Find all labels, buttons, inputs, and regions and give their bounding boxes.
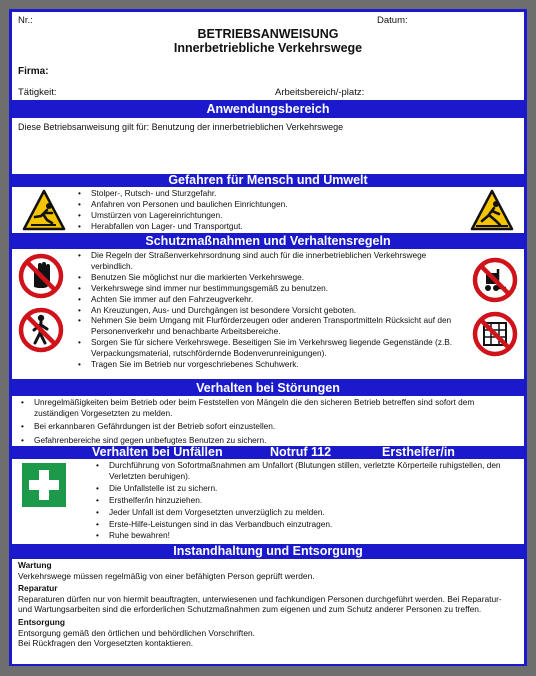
unfaelle-list: [109, 460, 519, 541]
unfaelle-heading: Verhalten bei Unfällen: [92, 445, 223, 459]
no-pedestrians-icon: [18, 307, 64, 353]
schutz-section: [12, 249, 524, 379]
anwendungsbereich-heading: Anwendungsbereich: [206, 102, 330, 116]
notruf-label: Notruf 112: [270, 445, 332, 459]
list-item: • Anfahren von Personen und baulichen Einrichtungen.: [91, 199, 421, 210]
list-item: • Ersthelfer/in hinzuziehen.: [109, 495, 519, 506]
list-item: • Jeder Unfall ist dem Vorgesetzten unverzüglich zu melden.: [109, 507, 519, 518]
wartung-text: Verkehrswege müssen regelmäßig von einer befähigten Person geprüft werden.: [18, 570, 315, 581]
first-aid-icon: [22, 463, 66, 507]
list-item: • An Kreuzungen, Aus- und Durchgängen ist besondere Vorsicht geboten.: [91, 305, 461, 316]
list-item: • Tragen Sie im Betrieb nur vorgeschriebenes Schuhwerk.: [91, 359, 461, 370]
gefahren-heading: Gefahren für Mensch und Umwelt: [168, 173, 368, 187]
gefahren-section: [12, 187, 524, 233]
list-item: • Durchführung von Sofortmaßnahmen am Unfallort (Blutungen stillen, verletzte Körperteile ruhigstellen, den Verletzten beruhigen).: [109, 460, 519, 482]
slip-warning-icon: [22, 189, 66, 231]
fall-warning-icon: [470, 189, 514, 231]
document-frame: [9, 9, 527, 666]
list-item: • Benutzen Sie möglichst nur die markierten Verkehrswege.: [91, 272, 461, 283]
nr-label: Nr.:: [18, 15, 33, 26]
schutz-heading: Schutzmaßnahmen und Verhaltensregeln: [145, 234, 391, 248]
list-item: • Sorgen Sie für sichere Verkehrswege. Beseitigen Sie im Verkehrsweg liegende Gegenstände (z.B. Verpackungsmaterial, rutschfördernde Bodenverunreinigungen).: [91, 337, 461, 359]
instandhaltung-section: [12, 559, 524, 664]
list-item: • Stolper-, Rutsch- und Sturzgefahr.: [91, 188, 421, 199]
list-item: • Die Unfallstelle ist zu sichern.: [109, 483, 519, 494]
stoerungen-list: [34, 397, 516, 446]
document-subtitle: Innerbetriebliche Verkehrswege: [173, 41, 363, 55]
list-item: • Gefahrenbereiche sind gegen unbefugtes Benutzen zu sichern.: [34, 435, 516, 446]
no-storage-icon: [472, 311, 518, 357]
no-access-hand-icon: [18, 253, 64, 299]
unfaelle-section: [12, 459, 524, 544]
list-item: • Achten Sie immer auf den Fahrzeugverkehr.: [91, 294, 461, 305]
arbeitsbereich-label: Arbeitsbereich/-platz:: [275, 87, 365, 98]
no-forklift-icon: [472, 257, 518, 303]
firma-label: Firma:: [18, 66, 49, 77]
header-section: [12, 12, 524, 100]
list-item: • Ruhe bewahren!: [109, 530, 519, 541]
list-item: • Unregelmäßigkeiten beim Betrieb oder beim Feststellen von Mängeln die den sicheren Betrieb betreffen sind sofort dem zuständigen Vorgesetzten zu melden.: [34, 397, 516, 419]
anwendungsbereich-section: [12, 118, 524, 174]
entsorgung-label: Entsorgung: [18, 616, 65, 627]
list-item: • Verkehrswege sind immer nur bestimmungsgemäß zu benutzen.: [91, 283, 461, 294]
schutz-list: [91, 250, 461, 370]
entsorgung-text: Entsorgung gemäß den örtlichen und behördlichen Vorschriften.: [18, 627, 255, 638]
list-item: • Die Regeln der Straßenverkehrsordnung sind auch für die innerbetrieblichen Verkehrswege verbindlich.: [91, 250, 461, 272]
taetigkeit-label: Tätigkeit:: [18, 87, 57, 98]
stoerungen-heading: Verhalten bei Störungen: [196, 381, 340, 395]
stoerungen-section: [12, 396, 524, 446]
datum-label: Datum:: [377, 15, 408, 26]
list-item: • Nehmen Sie beim Umgang mit Flurförderzeugen oder anderen Transportmitteln Rücksicht auf den Personenverkehr und benachbarte Arbeitsbereiche.: [91, 315, 461, 337]
entsorgung-text-2: Bei Rückfragen den Vorgesetzten kontaktieren.: [18, 638, 194, 649]
wartung-label: Wartung: [18, 560, 52, 570]
reparatur-text: Reparaturen dürfen nur von hiermit beauftragten, unterwiesenen und fachkundigen Personen durchgeführt werden. Bei Reparatur- und Wartungsarbeiten sind die erforderlichen Schutzmaßnahmen zum eigenen und zum Schutz anderer Personen zu treffen.: [18, 593, 502, 615]
document-title: BETRIEBSANWEISUNG: [197, 27, 339, 41]
anwendungsbereich-text: Diese Betriebsanweisung gilt für: Benutzung der innerbetrieblichen Verkehrswege: [18, 122, 344, 132]
reparatur-label: Reparatur: [18, 583, 58, 594]
list-item: • Umstürzen von Lagereinrichtungen.: [91, 210, 421, 221]
instandhaltung-heading: Instandhaltung und Entsorgung: [173, 544, 363, 558]
list-item: • Erste-Hilfe-Leistungen sind in das Verbandbuch einzutragen.: [109, 519, 519, 530]
gefahren-list: [91, 188, 421, 232]
list-item: • Bei erkannbaren Gefährdungen ist der Betrieb sofort einzustellen.: [34, 421, 516, 432]
unfaelle-heading-bar: [12, 445, 524, 459]
ersthelfer-label: Ersthelfer/in: [382, 445, 455, 459]
list-item: • Herabfallen von Lager- und Transportgut.: [91, 221, 421, 232]
